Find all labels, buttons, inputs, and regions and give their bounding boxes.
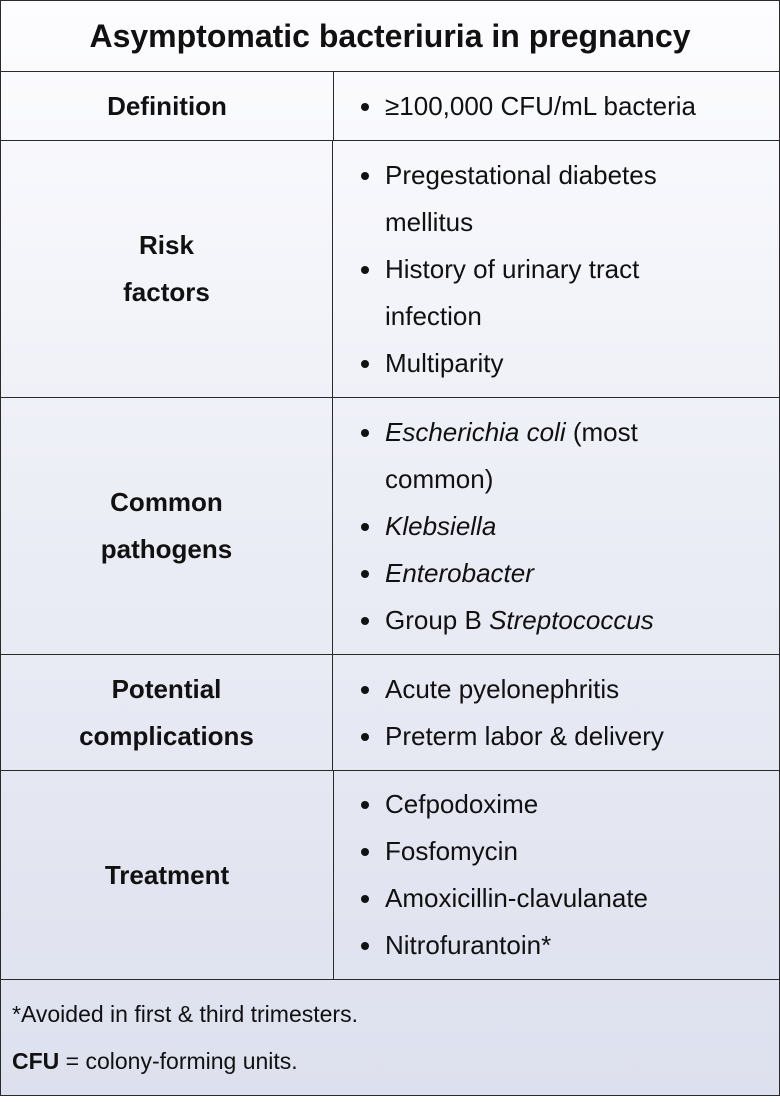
row-risk-factors (1, 141, 779, 398)
table-title: Asymptomatic bacteriuria in pregnancy (1, 1, 779, 72)
bullet-icon (361, 848, 369, 856)
bullet-icon (361, 733, 369, 741)
list-item: Amoxicillin-clavulanate (385, 875, 708, 922)
footnote (1, 980, 779, 1095)
bullet-icon (361, 429, 369, 437)
row-label-common-pathogens: Common pathogens (1, 398, 333, 654)
abbreviation-definition: = colony-forming units. (59, 1048, 298, 1074)
bullet-icon (361, 686, 369, 694)
list-item: Acute pyelonephritis (385, 666, 679, 713)
row-definition (1, 72, 779, 141)
row-content-potential-complications (334, 655, 779, 770)
list-item: Klebsiella (385, 503, 779, 550)
footnote-abbreviation (12, 1048, 298, 1075)
row-content-common-pathogens (334, 398, 779, 654)
list-item: Multiparity (385, 340, 779, 387)
bullet-icon (361, 617, 369, 625)
row-content-definition (334, 72, 779, 140)
row-content-risk-factors (334, 141, 779, 397)
list-item: Escherichia coli (most common) (385, 409, 779, 503)
row-content-treatment (334, 771, 779, 979)
row-common-pathogens (1, 398, 779, 655)
list-item: Preterm labor & delivery (385, 713, 679, 760)
bullet-icon (361, 172, 369, 180)
row-label-definition: Definition (1, 72, 334, 140)
list-item: Cefpodoxime (385, 781, 708, 828)
bullet-icon (361, 103, 369, 111)
footnote-note: *Avoided in first & third trimesters. (12, 1001, 358, 1027)
list-item: History of urinary tract infection (385, 246, 779, 340)
list-item: Pregestational diabetes mellitus (385, 152, 779, 246)
row-treatment (1, 771, 779, 980)
list-item: Enterobacter (385, 550, 779, 597)
list-item: ≥100,000 CFU/mL bacteria (385, 83, 756, 130)
row-label-risk-factors: Risk factors (1, 141, 333, 397)
bullet-icon (361, 942, 369, 950)
row-potential-complications (1, 655, 779, 771)
bullet-icon (361, 895, 369, 903)
list-item: Fosfomycin (385, 828, 708, 875)
bullet-icon (361, 523, 369, 531)
bullet-icon (361, 801, 369, 809)
abbreviation-term: CFU (12, 1048, 60, 1074)
list-item: Nitrofurantoin* (385, 922, 708, 969)
bullet-icon (361, 266, 369, 274)
row-label-treatment: Treatment (1, 771, 334, 979)
list-item: Group B Streptococcus (385, 597, 779, 644)
bullet-icon (361, 570, 369, 578)
bullet-icon (361, 360, 369, 368)
row-label-potential-complications: Potential complications (1, 655, 333, 770)
